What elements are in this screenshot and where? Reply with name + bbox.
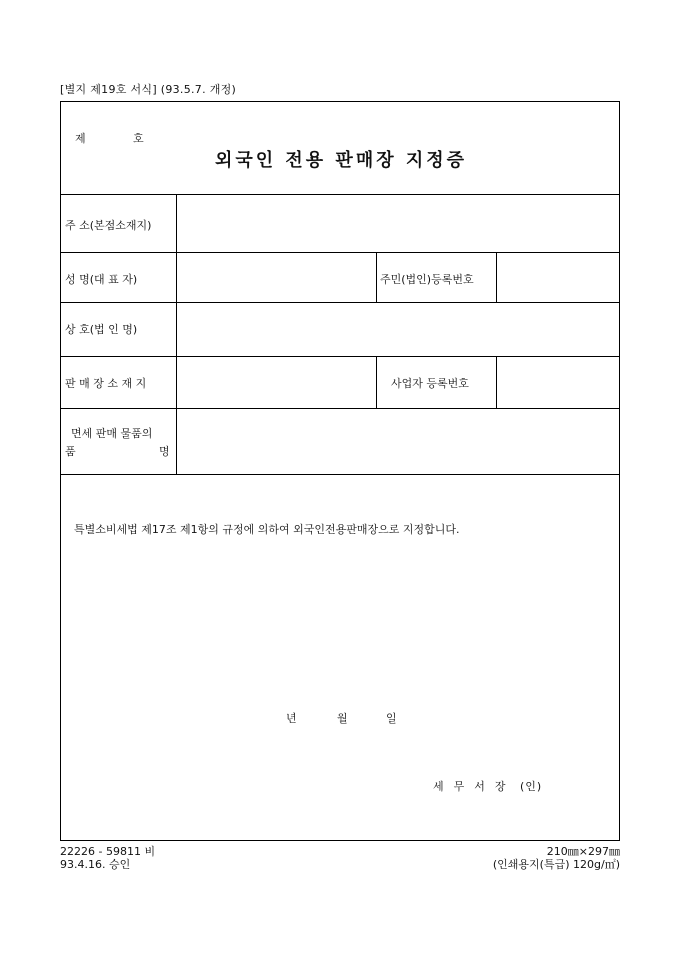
representative-name-label: 성 명(대 표 자) <box>65 273 138 286</box>
divider <box>61 194 619 195</box>
designation-statement: 특별소비세법 제17조 제1항의 규정에 의하여 외국인전용판매장으로 지정합니다. <box>74 523 460 536</box>
date-day: 일 <box>386 712 397 725</box>
date-month: 월 <box>337 712 348 725</box>
form-title: 외국인 전용 판매장 지정증 <box>214 150 468 171</box>
business-registration-label: 사업자 등록번호 <box>391 377 469 390</box>
date-year: 년 <box>286 712 297 725</box>
form-header-note: [별지 제19호 서식] (93.5.7. 개정) <box>60 83 237 96</box>
approval-date: 93.4.16. 승인 <box>60 858 131 871</box>
divider <box>61 252 619 253</box>
column-divider <box>496 356 497 408</box>
tax-office-signer: 세 무 서 장 (인) <box>433 780 543 793</box>
column-divider <box>496 252 497 302</box>
number-label-ho: 호 <box>133 132 144 145</box>
paper-spec: (인쇄용지(특급) 120g/㎡) <box>492 858 620 871</box>
address-label: 주 소(본점소재지) <box>65 219 152 232</box>
registration-number-label: 주민(법인)등록번호 <box>380 273 474 286</box>
column-divider <box>376 356 377 408</box>
goods-label-line1: 면세 판매 물품의 <box>71 427 153 440</box>
paper-size: 210㎜×297㎜ <box>546 845 620 858</box>
divider <box>61 474 619 475</box>
store-location-label: 판 매 장 소 재 지 <box>65 377 147 390</box>
column-divider <box>376 252 377 302</box>
designation-certificate-form <box>60 101 620 841</box>
number-label-je: 제 <box>75 132 86 145</box>
divider <box>61 408 619 409</box>
label-column-divider <box>176 194 177 474</box>
divider <box>61 356 619 357</box>
form-code: 22226 - 59811 비 <box>60 845 156 858</box>
goods-label-line2-b: 명 <box>159 445 170 458</box>
trade-name-label: 상 호(법 인 명) <box>65 323 138 336</box>
goods-label-line2-a: 품 <box>65 445 76 458</box>
divider <box>61 302 619 303</box>
